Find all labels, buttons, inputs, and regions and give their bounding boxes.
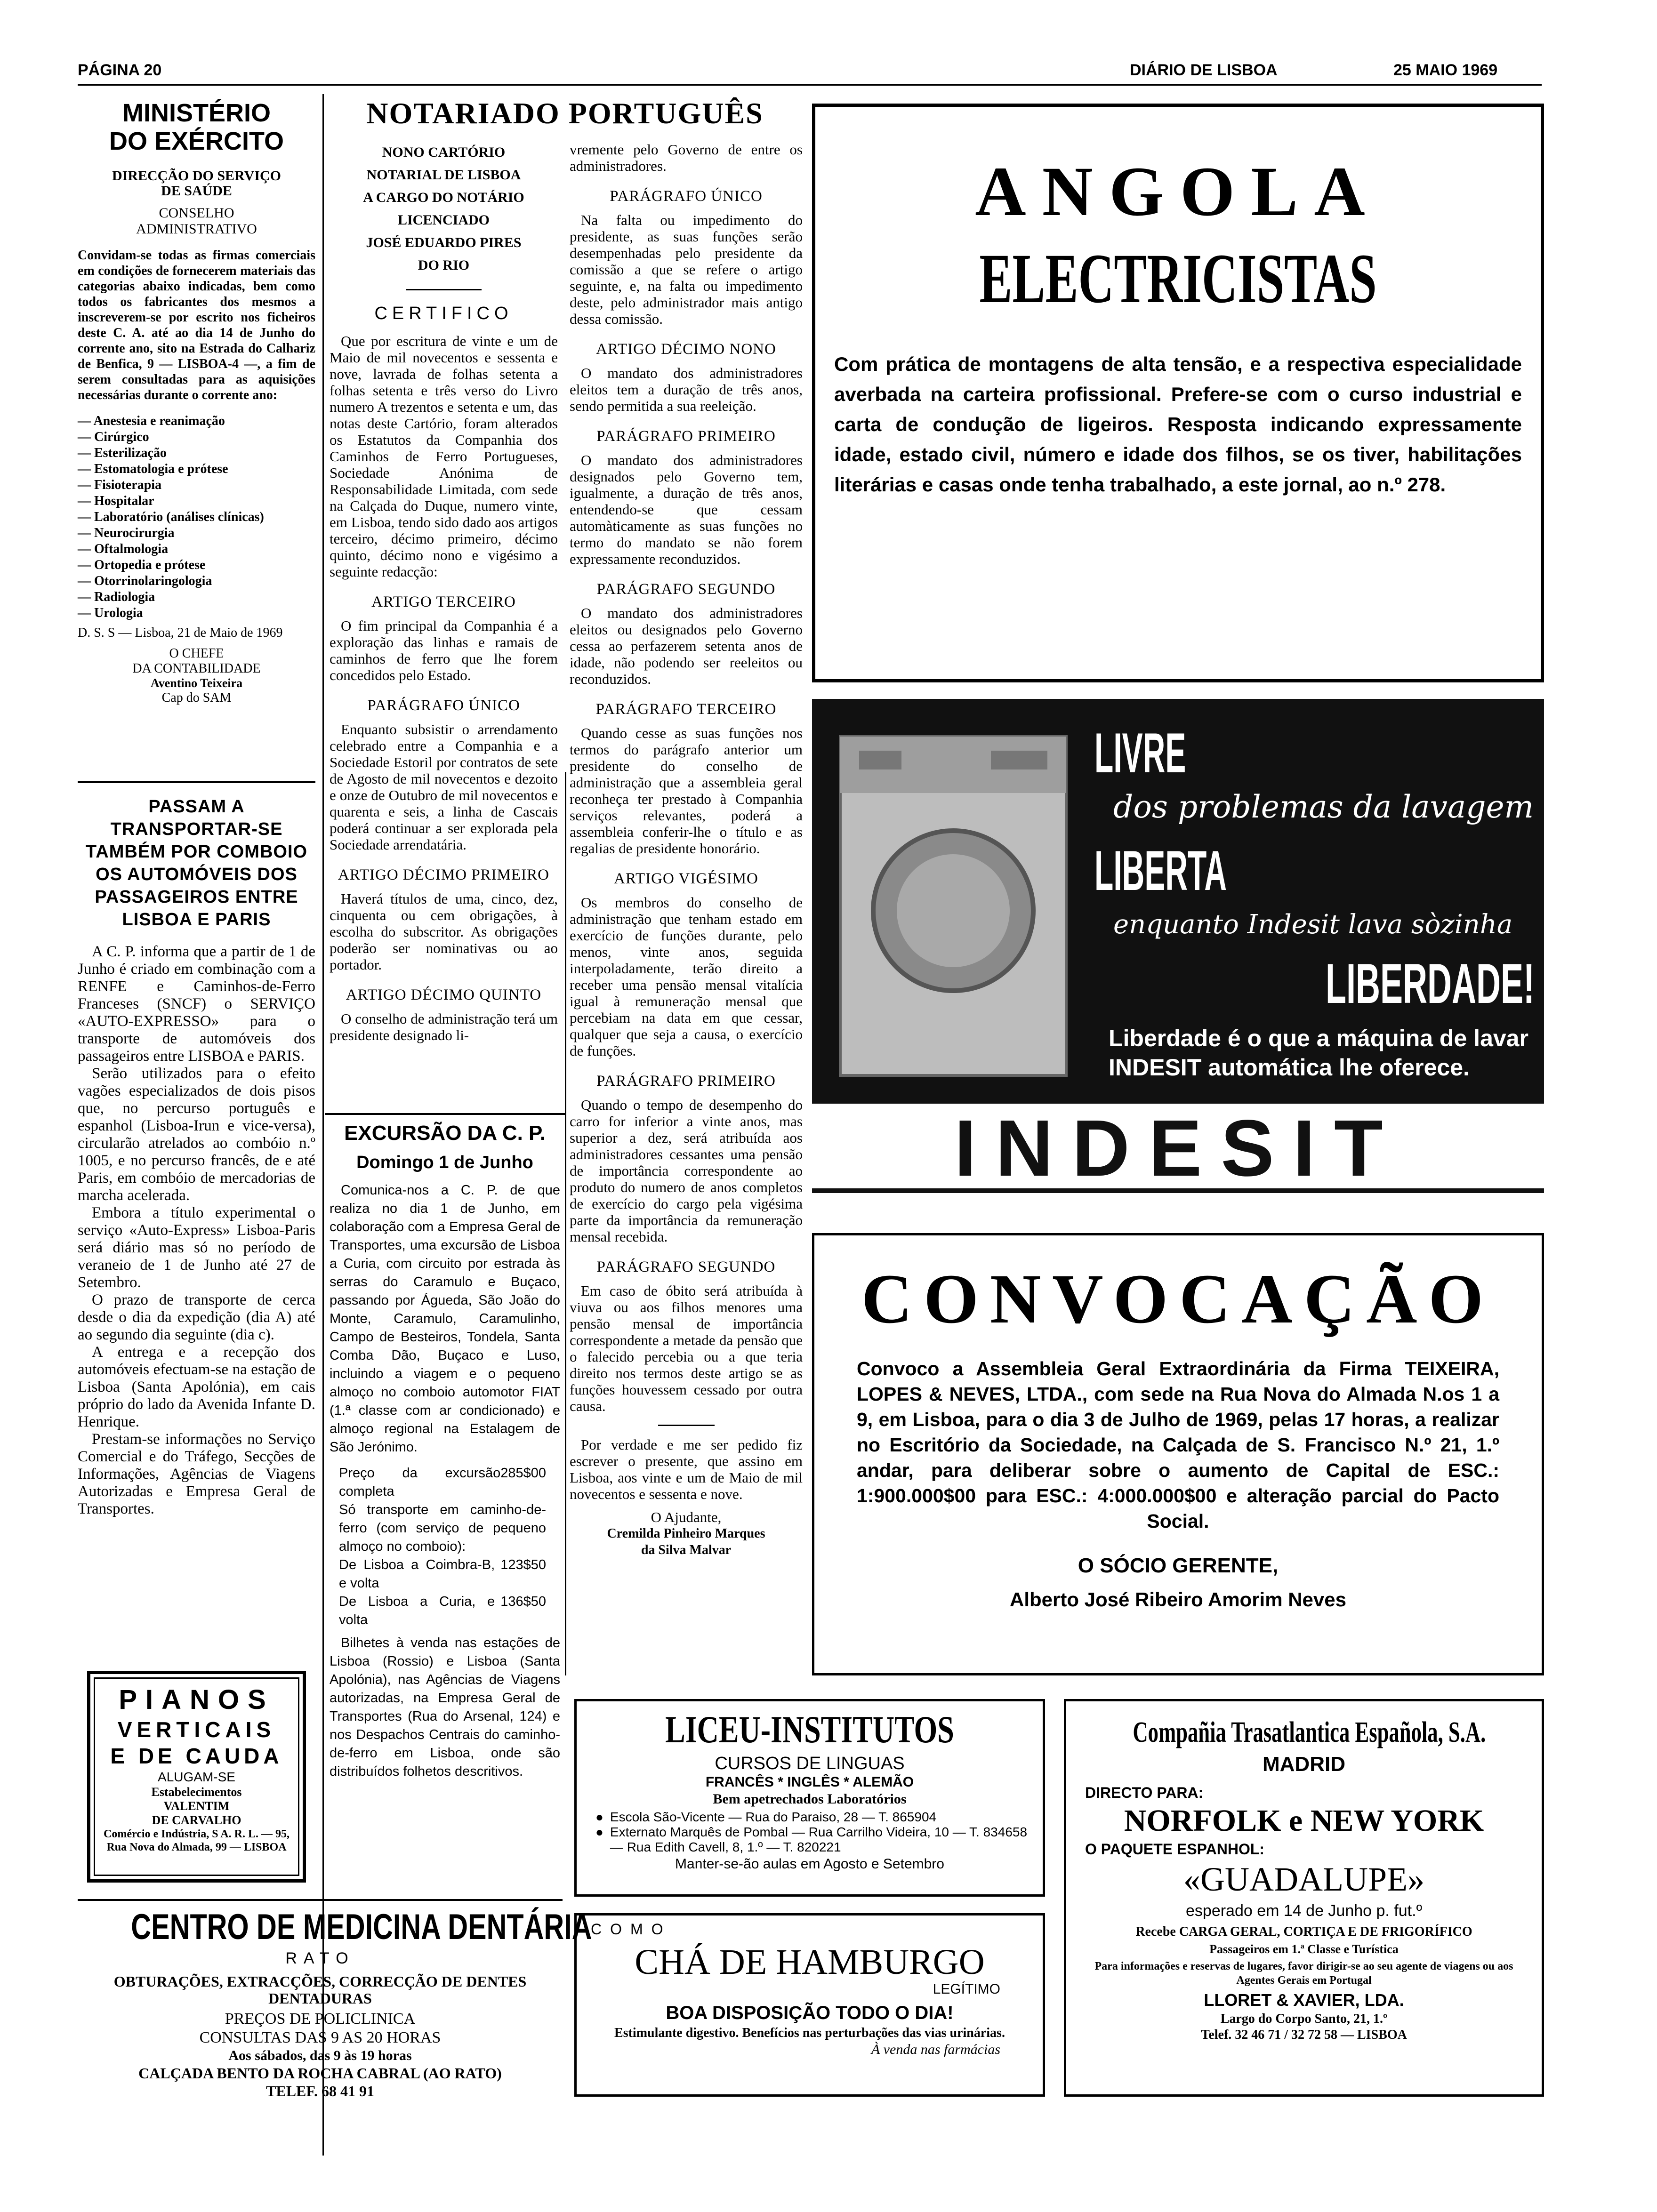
article-headline: PASSAM A TRANSPORTAR-SE TAMBÉM POR COMBOIO OS AUTOMÓVEIS DOS PASSAGEIROS ENTRE LISBOA E PARIS	[85, 797, 308, 930]
article-heading: ARTIGO DÉCIMO NONO	[596, 341, 776, 358]
pianos-title: PIANOS	[119, 1684, 274, 1715]
pianos-ad	[87, 1671, 306, 1883]
signature-title: DA CONTABILIDADE	[132, 661, 261, 676]
paragraph: Embora a título experimental o serviço «Auto-Express» Lisboa-Paris será diário mas só no período de veraneio de 1 de Junho até 27 de Setembro.	[78, 1204, 315, 1291]
signature-name: Aventino Teixeira	[150, 676, 243, 690]
paragraph: O conselho de administração terá um presidente designado li-	[330, 1010, 558, 1043]
list-item: — Anestesia e reanimação	[78, 414, 225, 428]
article-heading: ARTIGO VIGÉSIMO	[614, 870, 758, 887]
price-value: 123$50	[500, 1557, 546, 1572]
pianos-address: Comércio e Indústria, S A. R. L. — 95, Rua Nova do Almada, 99 — LISBOA	[104, 1828, 290, 1853]
notary-heading: NONO CARTÓRIO	[382, 144, 506, 160]
page-number: PÁGINA 20	[78, 61, 162, 79]
ministerio-sub: CONSELHO	[159, 205, 234, 221]
paragraph: Bilhetes à venda nas estações de Lisboa (Rossio) e Lisboa (Santa Apolónia), nas Agências de Viagens autorizadas, na Empresa Geral de Transportes (Rua do Arsenal, 124) e nos Despachos Centrais do caminho-de-ferro em Lisboa, onde são distribuídos folhetos descritivos.	[330, 1635, 560, 1779]
liceu-title: LICEU-INSTITUTOS	[665, 1708, 954, 1751]
excursao-article	[330, 1120, 560, 1781]
indesit-script: enquanto Indesit lava sòzinha	[1113, 909, 1513, 940]
ministerio-notice	[78, 99, 315, 705]
trasatlantica-passengers: Passageiros em 1.ª Classe e Turística	[1209, 1942, 1399, 1956]
angola-subtitle: ELECTRICISTAS	[979, 240, 1377, 318]
list-item: — Cirúrgico	[78, 430, 149, 444]
article-heading: PARÁGRAFO SEGUNDO	[596, 581, 776, 598]
pianos-line: Estabelecimentos	[151, 1785, 242, 1799]
pianos-line: DE CARVALHO	[152, 1813, 241, 1827]
trasatlantica-esperado: esperado em 14 de Junho p. fut.º	[1186, 1902, 1422, 1920]
divider	[78, 1899, 563, 1901]
liceu-note: Manter-se-ão aulas em Agosto e Setembro	[675, 1856, 944, 1872]
liceu-subtitle: CURSOS DE LINGUAS	[715, 1754, 905, 1773]
article-heading: ARTIGO TERCEIRO	[371, 593, 516, 610]
convocacao-ad	[812, 1233, 1544, 1675]
cha-title: CHÁ DE HAMBURGO	[635, 1942, 985, 1982]
notariado-title: NOTARIADO PORTUGUÊS	[366, 96, 764, 130]
article-heading: PARÁGRAFO TERCEIRO	[595, 701, 777, 718]
paragraph: A entrega e a recepção dos automóveis efectuam-se na estação de Lisboa (Santa Apolónia), em cais próprio do lado da Avenida Infante D. Henrique.	[78, 1344, 315, 1430]
newspaper-name: DIÁRIO DE LISBOA	[1130, 61, 1278, 79]
price-value: 136$50	[500, 1594, 546, 1609]
paragraph: Por verdade e me ser pedido fiz escrever o presente, que assino em Lisboa, aos vinte e um de Maio de mil novecentos e sessenta e nove.	[570, 1436, 803, 1502]
list-item: — Esterilização	[78, 446, 167, 460]
divider	[78, 781, 315, 783]
ministerio-body: Convidam-se todas as firmas comerciais em condições de fornecerem materiais das categorias abaixo indicadas, bem como todos os fabricantes dos mesmos a inscreverem-se por escrito nos ficheiros deste C. A. até ao dia 14 de Junho do corrente ano, sito na Estrada do Calhariz de Benfica, 9 — LISBOA-4 —, a fim de serem consultadas para as aquisições necessárias durante o corrente ano:	[78, 248, 315, 402]
notary-heading: NOTARIAL DE LISBOA	[366, 167, 521, 183]
list-item: — Otorrinolaringologia	[78, 574, 212, 588]
signature-name: Alberto José Ribeiro Amorim Neves	[1010, 1588, 1346, 1611]
trasatlantica-agent: LLORET & XAVIER, LDA.	[1204, 1990, 1404, 2010]
pianos-line: VALENTIM	[163, 1799, 230, 1813]
liceu-labs: Bem apetrechados Laboratórios	[713, 1791, 907, 1807]
dental-rato: RATO	[285, 1949, 355, 1967]
list-item: — Hospitalar	[78, 494, 154, 508]
bullet-icon: ●	[595, 1825, 603, 1839]
list-item: — Ortopedia e prótese	[78, 558, 206, 572]
liceu-languages: FRANCÊS * INGLÊS * ALEMÃO	[705, 1774, 914, 1790]
column-divider	[322, 94, 324, 2156]
notariado-col-1	[330, 141, 558, 1043]
price-label: De Lisboa a Curia, e volta	[339, 1594, 495, 1627]
paragraph: A C. P. informa que a partir de 1 de Junho é criado em combinação com a RENFE e Caminhos-de-Ferro Franceses (SNCF) o SERVIÇO «AUTO-EXPRESSO» para o transporte de automóveis dos passageiros entre LISBOA e PARIS.	[78, 943, 315, 1065]
indesit-logo: INDESIT	[954, 1104, 1402, 1193]
ministerio-title: MINISTÉRIO	[122, 99, 271, 127]
article-heading: PARÁGRAFO PRIMEIRO	[596, 1073, 776, 1090]
signature-title: O Ajudante,	[651, 1509, 722, 1525]
paragraph: O prazo de transporte de cerca desde o dia da expedição (dia A) até ao segundo dia seguinte (dia c).	[78, 1291, 315, 1343]
angola-ad	[812, 104, 1544, 682]
signature-rank: Cap do SAM	[161, 690, 232, 705]
convocacao-body: Convoco a Assembleia Geral Extraordinária da Firma TEIXEIRA, LOPES & NEVES, LTDA., com sede na Rua Nova do Almada N.os 1 a 9, em Lisboa, para o dia 3 de Julho de 1969, pelas 17 horas, a realizar no Escritório da Sociedade, na Calçada de S. Francisco N.º 21, 1.º andar, para deliberar sobre o aumento de Capital de ESC.: 1:900.000$00 para ESC.: 4:000.000$00 e alteração parcial do Pacto Social.	[857, 1358, 1499, 1532]
price-label: De Lisboa a Coimbra-B, e volta	[339, 1557, 495, 1591]
convocacao-title: CONVOCAÇÃO	[861, 1260, 1495, 1338]
dental-line: TELEF. 68 41 91	[266, 2083, 374, 2100]
dental-line: CALÇADA BENTO DA ROCHA CABRAL (AO RATO)	[138, 2065, 502, 2082]
paragraph: Haverá títulos de uma, cinco, dez, cinquenta ou cem obrigações, à escolha do subscritor. As obrigações poderão ser nominativas ou ao portador.	[330, 890, 558, 973]
signature-name: Cremilda Pinheiro Marques	[607, 1526, 765, 1541]
angola-body: Com prática de montagens de alta tensão, e a respectiva especialidade averbada na carteira profissional. Prefere-se com o curso industrial e carta de condução de ligeiros. Resposta indicando expressamente idade, estado civil, número e idade dos filhos, se os tiver, habilitações literárias e casas onde tenha trabalhado, a este jornal, ao n.º 278.	[834, 353, 1522, 496]
trasatlantica-title: Compañia Trasatlantica Española, S.A.	[1133, 1716, 1486, 1748]
pianos-line: ALUGAM-SE	[158, 1770, 235, 1784]
list-item: — Radiologia	[78, 590, 155, 604]
paragraph: Prestam-se informações no Serviço Comercial e do Tráfego, Secções de Informações, Agências de Viagens Autorizadas e Empresa Geral de Transportes.	[78, 1431, 315, 1517]
list-item: — Estomatologia e prótese	[78, 462, 228, 476]
paragraph: O mandato dos administradores eleitos ou designados pelo Governo cessa ao perfazerem setenta anos de idade, não podendo ser reeleitos ou reconduzidos.	[570, 605, 803, 687]
liceu-school: ● Escola São-Vicente — Rua do Paraiso, 28 — T. 865904	[595, 1810, 937, 1824]
paragraph: Serão utilizados para o efeito vagões especializados de dois pisos que, no percurso português e espanhol (Lisboa-Irun e vice-versa), circularão atrelados ao combóio n.º 1005, e no percurso francês, de e até Paris, em combóio de mercadorias de marcha acelerada.	[78, 1065, 315, 1204]
liceu-school: ● Externato Marquês de Pombal — Rua Carrilho Videira, 10 — T. 834658 — Rua Edith Cavell, 8, 1.º — T. 820221	[595, 1825, 1028, 1854]
angola-title: ANGOLA	[975, 152, 1381, 231]
paragraph: O mandato dos administradores eleitos tem a duração de três anos, sendo permitida a sua reeleição.	[570, 365, 803, 414]
article-heading: PARÁGRAFO ÚNICO	[367, 697, 520, 714]
washing-machine-image	[831, 727, 1080, 1090]
ministerio-place-date: D. S. S — Lisboa, 21 de Maio de 1969	[78, 625, 283, 640]
article-heading: ARTIGO DÉCIMO QUINTO	[346, 986, 542, 1003]
divider	[325, 1113, 565, 1115]
trasatlantica-ship: «GUADALUPE»	[1183, 1860, 1424, 1898]
cha-slogan: BOA DISPOSIÇÃO TODO O DIA!	[666, 2003, 954, 2023]
excursao-subtitle: Domingo 1 de Junho	[356, 1153, 533, 1172]
list-item: — Fisioterapia	[78, 478, 162, 492]
signature-name: da Silva Malvar	[641, 1543, 732, 1557]
article-heading: PARÁGRAFO ÚNICO	[610, 188, 763, 205]
short-rule	[406, 289, 482, 290]
notary-heading: LICENCIADO	[397, 212, 490, 228]
pianos-line: E DE CAUDA	[110, 1744, 283, 1768]
paragraph: O fim principal da Companhia é a exploração das linhas e ramais de caminhos de ferro que lhe forem concedidos pelo Estado.	[330, 617, 558, 683]
issue-date: 25 MAIO 1969	[1393, 61, 1498, 79]
bullet-icon: ●	[595, 1810, 603, 1824]
pianos-line: VERTICAIS	[117, 1717, 276, 1742]
price-table	[339, 1464, 546, 1629]
cha-como: COMO	[591, 1921, 672, 1938]
excursao-title: EXCURSÃO DA C. P.	[344, 1122, 546, 1145]
paragraph: Quando cesse as suas funções nos termos do parágrafo anterior um presidente do conselho de administração que a assembleia geral reconheça ter prestado à Companhia serviços relevantes, poderá a assembleia conferir-lhe o título e as regalias de presidente honorário.	[570, 725, 803, 857]
article-heading: ARTIGO DÉCIMO PRIMEIRO	[338, 866, 550, 883]
dental-line: CONSULTAS DAS 9 AS 20 HORAS	[199, 2029, 441, 2046]
indesit-livre: LIVRE	[1094, 721, 1186, 785]
trasatlantica-phone: Telef. 32 46 71 / 32 72 58 — LISBOA	[1201, 2028, 1407, 2042]
price-row	[339, 1464, 546, 1501]
short-rule	[658, 1425, 715, 1426]
paragraph: Enquanto subsistir o arrendamento celebrado entre a Companhia e a Sociedade Estoril por contratos de sete de Agosto de mil novecentos e dezoito e onze de Outubro de mil novecentos e quarenta e seis, a linha de Cascais poderá continuar a ser explorada pela Sociedade arrendatária.	[330, 721, 558, 853]
signature-title: O SÓCIO GERENTE,	[1078, 1554, 1279, 1577]
cha-ad	[574, 1913, 1045, 2097]
paragraph: Comunica-nos a C. P. de que realiza no dia 1 de Junho, em colaboração com a Empresa Geral de Transportes, uma excursão de Lisboa a Curia, com circuito por estrada às serras do Caramulo e Buçaco, passando por Águeda, São João do Monte, Caramulo, Caramulinho, Campo de Besteiros, Tondela, Santa Comba Dão, Buçaco e Luso, incluindo a viagem e o pequeno almoço no comboio automotor FIAT (1.ª classe com ar condicionado) e almoço regional na Estalagem de São Jerónimo.	[330, 1183, 560, 1455]
article-heading: PARÁGRAFO SEGUNDO	[596, 1258, 776, 1275]
notary-heading: A CARGO DO NOTÁRIO	[363, 190, 524, 205]
indesit-liberdade: LIBERDADE!	[1326, 952, 1535, 1015]
paragraph: Que por escritura de vinte e um de Maio de mil novecentos e sessenta e nove, lavrada de folhas setenta a folhas setenta e três verso do Livro numero A trezentos e setenta e um, das notas deste Cartório, foram alterados os Estatutos da Companhia dos Caminhos de Ferro Portugueses, Sociedade Anónima de Responsabilidade Limitada, com sede na Calçada do Duque, numero vinte, em Lisboa, tendo sido dado aos artigos terceiro, décimo primeiro, décimo quinto, décimo nono e vigésimo a seguinte redacção:	[330, 333, 558, 580]
notariado-col-2	[570, 141, 803, 1558]
dental-line: Aos sábados, das 9 às 19 horas	[228, 2048, 412, 2063]
list-item: — Oftalmologia	[78, 542, 169, 556]
cha-venda: À venda nas farmácias	[871, 2042, 1000, 2057]
indesit-script: dos problemas da lavagem	[1113, 789, 1534, 825]
indesit-ad	[812, 699, 1544, 1193]
paragraph: O mandato dos administradores designados pelo Governo tem, igualmente, a duração de três anos, entendendo-se que cessam automàticamente as suas funções no termo do mandato se não forem expressamente reconduzidos.	[570, 452, 803, 567]
price-value: 285$00	[500, 1466, 546, 1481]
paragraph: Em caso de óbito será atribuída à viuva ou aos filhos menores uma pensão mensal de importância correspondente a metade da pensão que o falecido percebia ou a que teria direito nos termos deste artigo se as funções houvessem cessado por outra causa.	[570, 1282, 803, 1414]
header-rule	[78, 84, 1542, 86]
dental-title: CENTRO DE MEDICINA DENTÁRIA	[131, 1907, 592, 1947]
list-item: — Neurocirurgia	[78, 526, 175, 540]
paragraph: Os membros do conselho de administração que tenham estado em exercício de funções durante, pelo menos, vinte anos, seguida interpoladamente, terão direito a receber uma pensão mensal vitalícia igual à remuneração mensal que percebiam na data em que cessar, qualquer que seja a causa, o exercício de funções.	[570, 894, 803, 1059]
notary-heading: JOSÉ EDUARDO PIRES	[366, 235, 522, 250]
price-row	[339, 1593, 546, 1629]
price-label: Só transporte em caminho-de-ferro (com serviço de pequeno almoço no comboio):	[339, 1502, 546, 1554]
signature-title: O CHEFE	[169, 646, 224, 661]
indesit-liberta: LIBERTA	[1094, 839, 1227, 902]
indesit-body: Liberdade é o que a máquina de lavar INDESIT automática lhe oferece.	[1109, 1025, 1528, 1081]
dental-line: OBTURAÇÕES, EXTRACÇÕES, CORRECÇÃO DE DENTES DENTADURAS	[113, 1973, 527, 2007]
list-item: — Urologia	[78, 606, 143, 620]
passam-article	[78, 795, 315, 1518]
price-label: Preço da excursão completa	[339, 1466, 501, 1499]
certifico-heading: CERTIFICO	[374, 304, 513, 323]
trasatlantica-destination: NORFOLK e NEW YORK	[1124, 1803, 1484, 1838]
cha-legitimo: LEGÍTIMO	[933, 1981, 1000, 1997]
paragraph: Na falta ou impedimento do presidente, as suas funções serão desempenhadas pelo presidente da comissão a que se refere o artigo seguinte, e, na falta ou impedimento deste, pelo administrador mais antigo dessa comissão.	[570, 212, 803, 327]
article-heading: PARÁGRAFO PRIMEIRO	[596, 428, 776, 445]
trasatlantica-ad	[1064, 1699, 1544, 2097]
ministerio-sub: DE SAÚDE	[161, 183, 232, 199]
trasatlantica-address: Largo do Corpo Santo, 21, 1.º	[1220, 2012, 1388, 2026]
ministerio-title-2: DO EXÉRCITO	[109, 127, 284, 155]
price-row	[339, 1556, 546, 1593]
trasatlantica-info: Para informações e reservas de lugares, favor dirigir-se ao seu agente de viagens ou aos Agentes Gerais em Portugal	[1094, 1960, 1513, 1987]
dental-ad	[78, 1906, 592, 2100]
paragraph: vremente pelo Governo de entre os administradores.	[570, 141, 803, 174]
dental-line: PREÇOS DE POLICLINICA	[225, 2010, 416, 2028]
list-item: — Laboratório (análises clínicas)	[78, 510, 264, 524]
ministerio-sub: DIRECÇÃO DO SERVIÇO	[112, 168, 281, 184]
column-divider	[565, 772, 566, 1675]
notary-heading: DO RIO	[418, 257, 470, 273]
ministerio-sub: ADMINISTRATIVO	[136, 221, 257, 237]
liceu-ad	[574, 1699, 1045, 1897]
trasatlantica-paquete: O PAQUETE ESPANHOL:	[1085, 1841, 1265, 1858]
category-list	[78, 413, 315, 621]
trasatlantica-directo: DIRECTO PARA:	[1085, 1784, 1204, 1801]
trasatlantica-city: MADRID	[1263, 1753, 1345, 1776]
trasatlantica-carga: Recebe CARGA GERAL, CORTIÇA E DE FRIGORÍFICO	[1135, 1924, 1472, 1939]
paragraph: Quando o tempo de desempenho do carro for inferior a vinte anos, mas superior a dez, será atribuída aos administradores cessantes uma pensão de importância correspondente ao produto do numero de anos completos de exercício do cargo pela vigésima parte da importância da remuneração mensal recebida.	[570, 1097, 803, 1245]
cha-body: Estimulante digestivo. Benefícios nas perturbações das vias urinárias.	[614, 2026, 1005, 2040]
